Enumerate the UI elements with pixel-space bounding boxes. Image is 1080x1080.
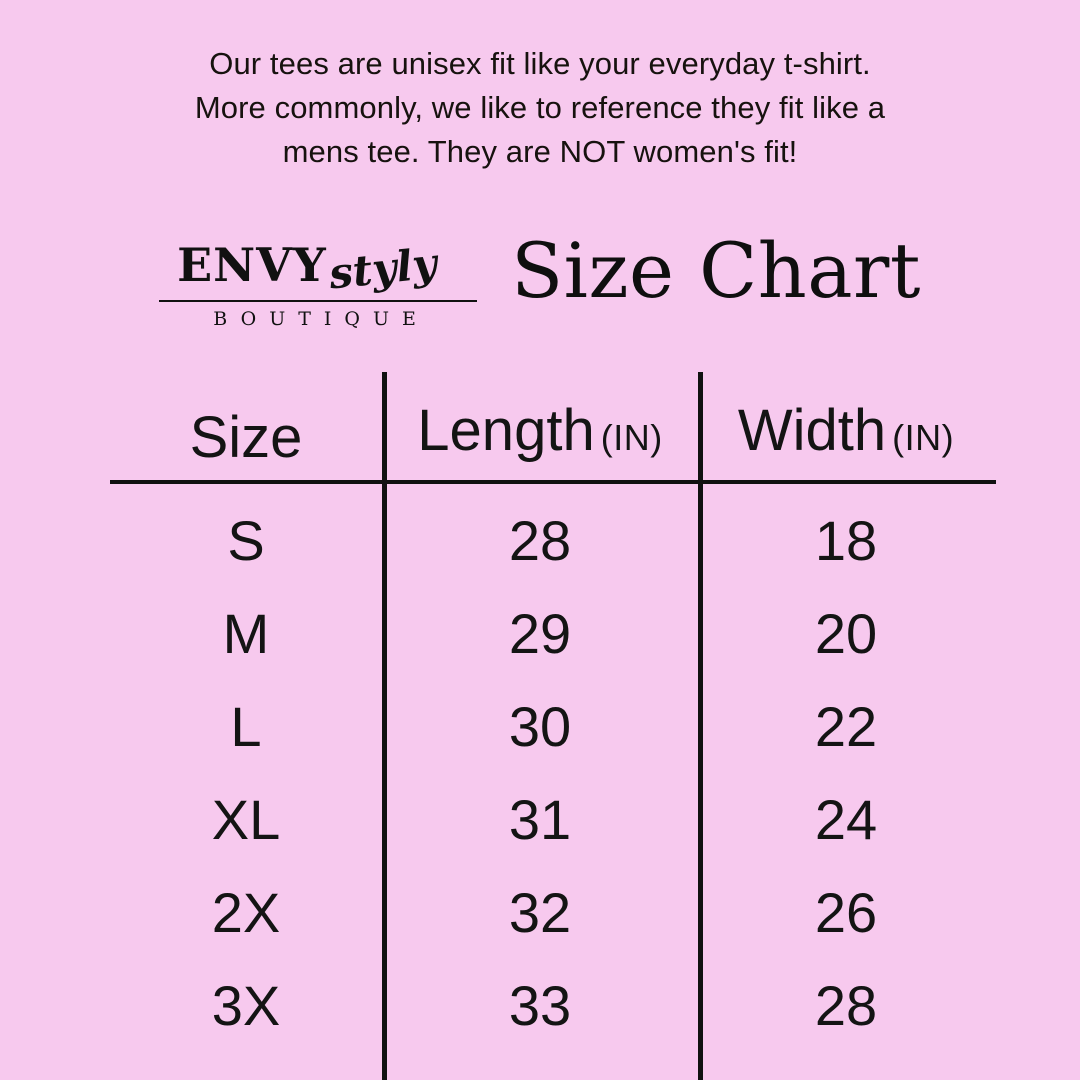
cell-size: M xyxy=(222,601,270,665)
cell-width: 24 xyxy=(814,787,878,851)
cell-length: 31 xyxy=(508,787,572,851)
brand-title-row xyxy=(0,228,1080,348)
column-header-width-unit: (IN) xyxy=(892,417,955,458)
brand-logo-boutique: BOUTIQUE xyxy=(213,308,429,330)
table-header-row xyxy=(110,372,996,468)
cell-length: 29 xyxy=(508,601,572,665)
brand-logo-envy: ENVY xyxy=(177,238,327,292)
cell-width: 26 xyxy=(814,880,878,944)
cell-length: 32 xyxy=(508,880,572,944)
brand-logo-divider xyxy=(159,300,477,302)
table-row xyxy=(110,680,996,773)
column-header-length xyxy=(382,398,698,468)
column-header-size-label: Size xyxy=(189,405,303,470)
size-chart-table xyxy=(110,372,996,1052)
cell-width: 20 xyxy=(814,601,878,665)
cell-size: 2X xyxy=(211,880,281,944)
brand-logo-style: styly xyxy=(326,238,440,299)
table-body xyxy=(110,494,996,1052)
table-row xyxy=(110,773,996,866)
cell-width: 22 xyxy=(814,694,878,758)
table-row xyxy=(110,494,996,587)
column-header-length-unit: (IN) xyxy=(600,417,663,458)
cell-size: L xyxy=(230,694,262,758)
brand-logo xyxy=(159,234,479,344)
intro-line-3: mens tee. They are NOT women's fit! xyxy=(282,134,798,169)
column-header-size xyxy=(110,405,382,470)
table-row xyxy=(110,959,996,1052)
cell-length: 28 xyxy=(508,508,572,572)
cell-width: 28 xyxy=(814,973,878,1037)
cell-length: 33 xyxy=(508,973,572,1037)
table-vertical-divider-2 xyxy=(698,372,703,1080)
table-row xyxy=(110,866,996,959)
intro-paragraph xyxy=(0,42,1080,174)
cell-width: 18 xyxy=(814,508,878,572)
page-title: Size Chart xyxy=(511,226,921,315)
cell-size: XL xyxy=(211,787,281,851)
column-header-width xyxy=(698,398,994,468)
intro-line-1: Our tees are unisex fit like your everyday t-shirt. xyxy=(209,46,871,81)
cell-length: 30 xyxy=(508,694,572,758)
cell-size: 3X xyxy=(211,973,281,1037)
intro-line-2: More commonly, we like to reference they fit like a xyxy=(194,90,886,125)
table-row xyxy=(110,587,996,680)
table-header-divider xyxy=(110,480,996,484)
table-vertical-divider-1 xyxy=(382,372,387,1080)
column-header-length-label: Length xyxy=(417,398,595,463)
cell-size: S xyxy=(227,508,265,572)
column-header-width-label: Width xyxy=(737,398,887,463)
